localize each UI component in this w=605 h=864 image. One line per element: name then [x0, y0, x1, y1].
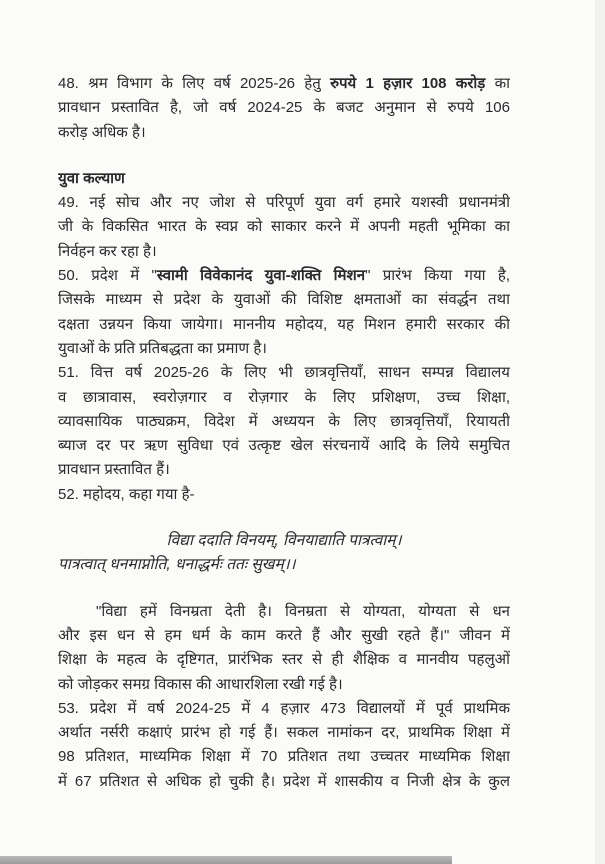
text: दक्षता उन्नयन किया जायेगा। माननीय महोदय, यह मिशन हमारी सरकार की — [58, 315, 510, 333]
text: प्रावधान प्रस्तावित है, जो वर्ष 2024-25 के बजट अनुमान से रुपये 106 — [58, 99, 510, 117]
text-line — [58, 673, 510, 697]
text: 98 प्रतिशत, माध्यमिक शिक्षा में 70 प्रतिशत तथा उच्चतर माध्यमिक शिक्षा — [58, 748, 510, 766]
text-line — [58, 167, 510, 191]
text-line — [58, 410, 510, 434]
text-line — [58, 386, 510, 410]
text: 49. नई सोच और नए जोश से परिपूर्ण युवा वर्ग हमारे यशस्वी प्रधानमंत्री — [58, 194, 510, 212]
text-line — [58, 624, 510, 648]
text: निर्वहन कर रहा है। — [58, 242, 157, 260]
paragraph — [58, 697, 510, 794]
text-line — [58, 434, 510, 458]
text-line — [58, 264, 510, 288]
text: जिसके माध्यम से प्रदेश के युवाओं की विशिष्ट क्षमताओं का संवर्द्धन तथा — [58, 291, 510, 309]
text-line — [58, 483, 510, 507]
scan-bottom-shadow — [0, 856, 452, 864]
text: 50. प्रदेश में " — [58, 267, 157, 285]
text: प्रावधान प्रस्तावित हैं। — [58, 461, 170, 479]
text-line — [58, 553, 510, 577]
text: का — [485, 75, 510, 92]
text: अर्थात नर्सरी कक्षाएं प्रारंभ हो गई हैं। सकल नामांकन दर, प्राथमिक शिक्षा में — [58, 724, 510, 742]
text-line — [58, 721, 510, 745]
text: को जोड़कर समग्र विकास की आधारशिला रखी गई है। — [58, 675, 343, 693]
section-heading — [58, 167, 510, 191]
text-line — [58, 745, 510, 769]
sanskrit-verse — [58, 529, 510, 578]
paragraph — [58, 600, 510, 697]
text-line — [58, 72, 510, 96]
text: " प्रारंभ किया गया है, — [365, 267, 510, 285]
text-line — [58, 240, 510, 264]
document-page — [58, 72, 510, 794]
text: पात्रत्वात् धनमाप्नोति, धनाद्धर्मः ततः सुखम्।। — [58, 556, 296, 574]
text: "विद्या हमें विनम्रता देती है। विनम्रता से योग्यता, योग्यता से धन — [96, 602, 510, 620]
text: जी के विकसित भारत के स्वप्न को साकार करने में अपनी महती भूमिका का — [58, 218, 510, 236]
text-line — [58, 697, 510, 721]
text-line — [58, 121, 510, 145]
text: 48. श्रम विभाग के लिए वर्ष 2025-26 हेतु — [58, 75, 331, 92]
scan-edge — [595, 0, 605, 864]
text-line — [58, 458, 510, 482]
text: और इस धन से हम धर्म के काम करते हैं और सुखी रहते हैं।" जीवन में — [58, 626, 510, 644]
bold-text: रुपये 1 हज़ार 108 करोड़ — [330, 75, 486, 92]
text-line — [58, 600, 510, 624]
paragraph — [58, 191, 510, 264]
text: युवाओं के प्रति प्रतिबद्धता का प्रमाण है। — [58, 339, 267, 357]
text: व्यावसायिक पाठ्यक्रम, विदेश में अध्ययन के लिए छात्रवृत्तियाँ, रियायती — [58, 412, 510, 430]
paragraph — [58, 72, 510, 145]
text: विद्या ददाति विनयम्, विनयाद्याति पात्रत्वाम्। — [166, 532, 402, 550]
text-line — [58, 648, 510, 672]
spacer — [58, 145, 510, 167]
text: करोड़ अधिक है। — [58, 123, 146, 141]
text-line — [58, 529, 510, 553]
text-line — [58, 288, 510, 312]
spacer — [58, 507, 510, 529]
bold-text: स्वामी विवेकानंद युवा-शक्ति मिशन — [156, 267, 366, 285]
paragraph — [58, 264, 510, 361]
paragraph — [58, 483, 510, 507]
text: में 67 प्रतिशत से अधिक हो चुकी है। प्रदेश में शासकीय व निजी क्षेत्र के कुल — [58, 772, 510, 790]
text-line — [58, 313, 510, 337]
text: 51. वित्त वर्ष 2025-26 के लिए भी छात्रवृत्तियाँ, साधन सम्पन्न विद्यालय — [58, 364, 510, 382]
text-line — [58, 770, 510, 794]
text-line — [58, 96, 510, 120]
text: 52. महोदय, कहा गया है- — [58, 485, 195, 503]
text: ब्याज दर पर ऋण सुविधा एवं उत्कृष्ट खेल संरचनायें आदि के लिये समुचित — [58, 437, 510, 455]
text: 53. प्रदेश में वर्ष 2024-25 में 4 हज़ार 473 विद्यालयों में पूर्व प्राथमिक — [58, 699, 510, 717]
text-line — [58, 215, 510, 239]
paragraph — [58, 361, 510, 482]
text: व छात्रावास, स्वरोज़गार व रोज़गार के लिए प्रशिक्षण, उच्च शिक्षा, — [58, 388, 510, 406]
spacer — [58, 578, 510, 600]
text: युवा कल्याण — [58, 169, 125, 187]
text-line — [58, 337, 510, 361]
text-line — [58, 191, 510, 215]
text-line — [58, 361, 510, 385]
text: शिक्षा के महत्व के दृष्टिगत, प्रारंभिक स्तर से ही शैक्षिक व मानवीय पहलुओं — [58, 651, 510, 669]
